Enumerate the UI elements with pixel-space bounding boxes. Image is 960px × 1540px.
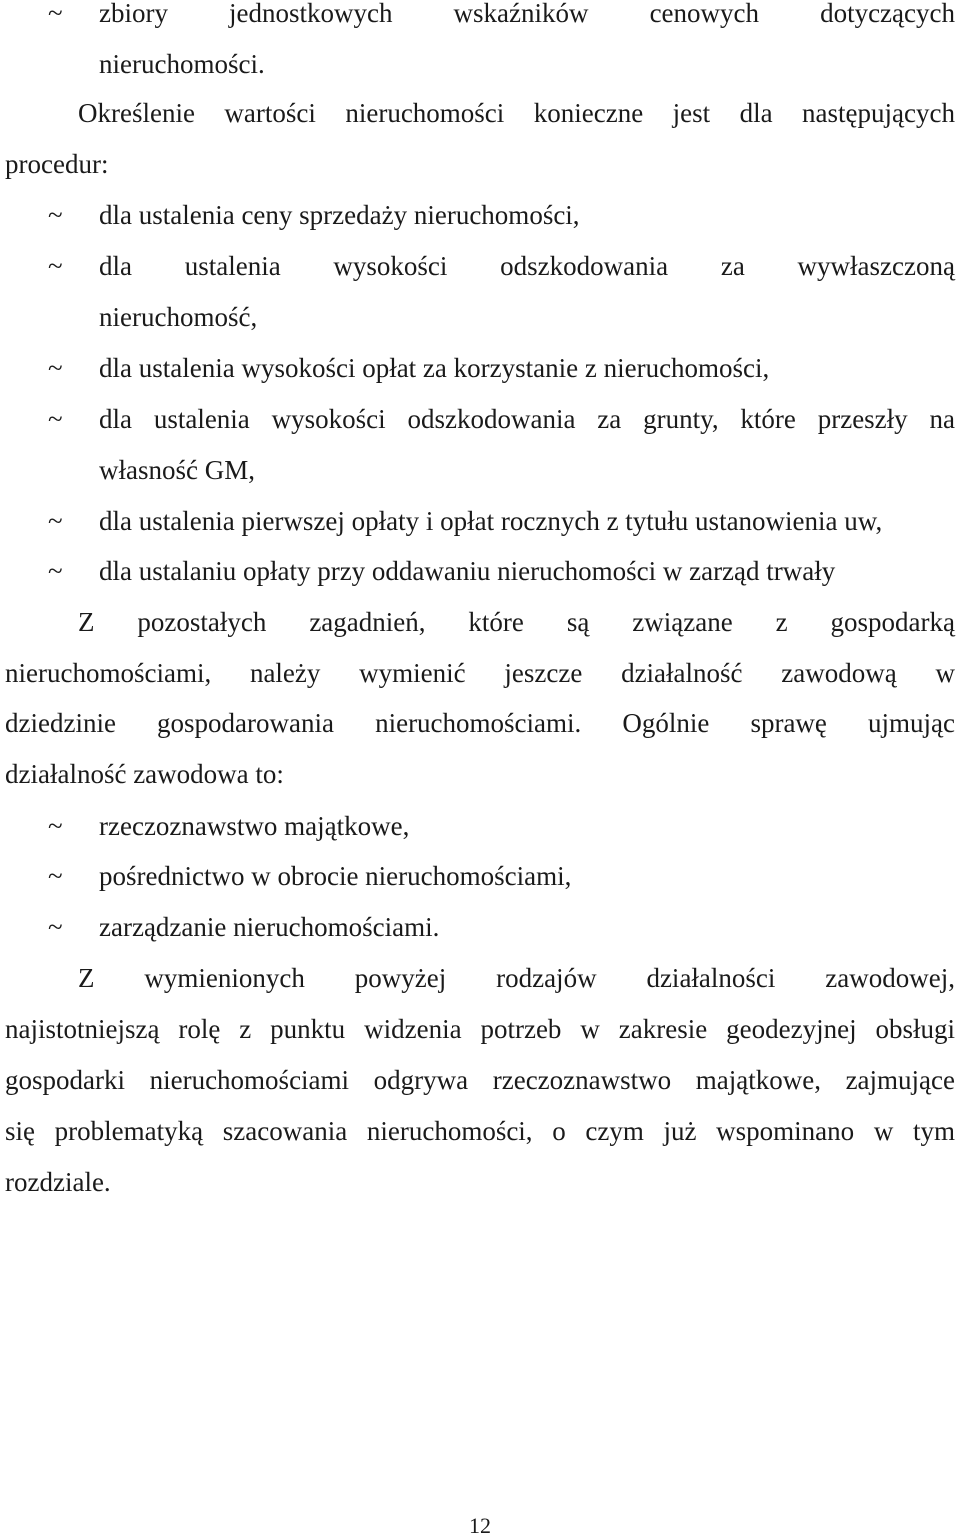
paragraph-text: gospodarki nieruchomościami odgrywa rzeczoznawstwo majątkowe, zajmujące xyxy=(5,1065,955,1095)
list-item-continuation xyxy=(0,39,960,90)
bullet-tilde-icon: ~ xyxy=(48,251,63,281)
paragraph-line xyxy=(0,953,960,1004)
list-item xyxy=(0,546,960,597)
bullet-tilde-icon: ~ xyxy=(48,404,63,434)
list-item-text: dla ustalenia pierwszej opłaty i opłat rocznych z tytułu ustanowienia uw, xyxy=(99,506,883,536)
paragraph-line xyxy=(0,1106,960,1157)
paragraph-line xyxy=(0,1157,960,1208)
list-item-text: własność GM, xyxy=(99,455,255,485)
list-item-text: dla ustalenia wysokości odszkodowania za wywłaszczoną xyxy=(99,251,955,281)
bullet-tilde-icon: ~ xyxy=(48,811,63,841)
paragraph-line xyxy=(0,1055,960,1106)
paragraph-line xyxy=(0,88,960,139)
paragraph-line xyxy=(0,1004,960,1055)
list-item xyxy=(0,394,960,445)
bullet-tilde-icon: ~ xyxy=(48,506,63,536)
bullet-tilde-icon: ~ xyxy=(48,556,63,586)
paragraph-text: się problematyką szacowania nieruchomości, o czym już wspominano w tym xyxy=(5,1116,955,1146)
paragraph-text: działalność zawodowa to: xyxy=(5,759,284,789)
list-item-text: dla ustalaniu opłaty przy oddawaniu nieruchomości w zarząd trwały xyxy=(99,556,836,586)
paragraph-text: rozdziale. xyxy=(5,1167,111,1197)
list-item-text: dla ustalenia ceny sprzedaży nieruchomości, xyxy=(99,200,580,230)
paragraph-text: dziedzinie gospodarowania nieruchomościami. Ogólnie sprawę ujmując xyxy=(5,708,955,738)
paragraph-text: najistotniejszą rolę z punktu widzenia potrzeb w zakresie geodezyjnej obsługi xyxy=(5,1014,955,1044)
list-item xyxy=(0,343,960,394)
paragraph-line xyxy=(0,648,960,699)
paragraph-text: Z wymienionych powyżej rodzajów działalności zawodowej, xyxy=(78,963,955,993)
list-item-text: pośrednictwo w obrocie nieruchomościami, xyxy=(99,861,572,891)
list-item xyxy=(0,902,960,953)
list-item-text: dla ustalenia wysokości odszkodowania za grunty, które przeszły na xyxy=(99,404,955,434)
list-item-text: zarządzanie nieruchomościami. xyxy=(99,912,440,942)
paragraph-text: Określenie wartości nieruchomości konieczne jest dla następujących xyxy=(78,98,955,128)
paragraph-line xyxy=(0,597,960,648)
list-item-text: nieruchomości. xyxy=(99,49,265,79)
list-item-continuation xyxy=(0,292,960,343)
list-item-continuation xyxy=(0,445,960,496)
bullet-tilde-icon: ~ xyxy=(48,353,63,383)
list-item-text: dla ustalenia wysokości opłat za korzystanie z nieruchomości, xyxy=(99,353,770,383)
list-item xyxy=(0,801,960,852)
paragraph-text: nieruchomościami, należy wymienić jeszcze działalność zawodową w xyxy=(5,658,955,688)
paragraph-text: Z pozostałych zagadnień, które są związane z gospodarką xyxy=(78,607,955,637)
paragraph-line xyxy=(0,139,960,190)
list-item-text: zbiory jednostkowych wskaźników cenowych dotyczących xyxy=(99,0,955,28)
bullet-tilde-icon: ~ xyxy=(48,0,63,28)
list-item xyxy=(0,496,960,547)
list-item-text: nieruchomość, xyxy=(99,302,258,332)
list-item xyxy=(0,241,960,292)
page-number: 12 xyxy=(469,1513,491,1538)
list-item xyxy=(0,0,960,39)
paragraph-line xyxy=(0,749,960,800)
list-item xyxy=(0,851,960,902)
bullet-tilde-icon: ~ xyxy=(48,861,63,891)
list-item-text: rzeczoznawstwo majątkowe, xyxy=(99,811,410,841)
bullet-tilde-icon: ~ xyxy=(48,912,63,942)
list-item xyxy=(0,190,960,241)
paragraph-line xyxy=(0,698,960,749)
paragraph-text: procedur: xyxy=(5,149,109,179)
bullet-tilde-icon: ~ xyxy=(48,200,63,230)
